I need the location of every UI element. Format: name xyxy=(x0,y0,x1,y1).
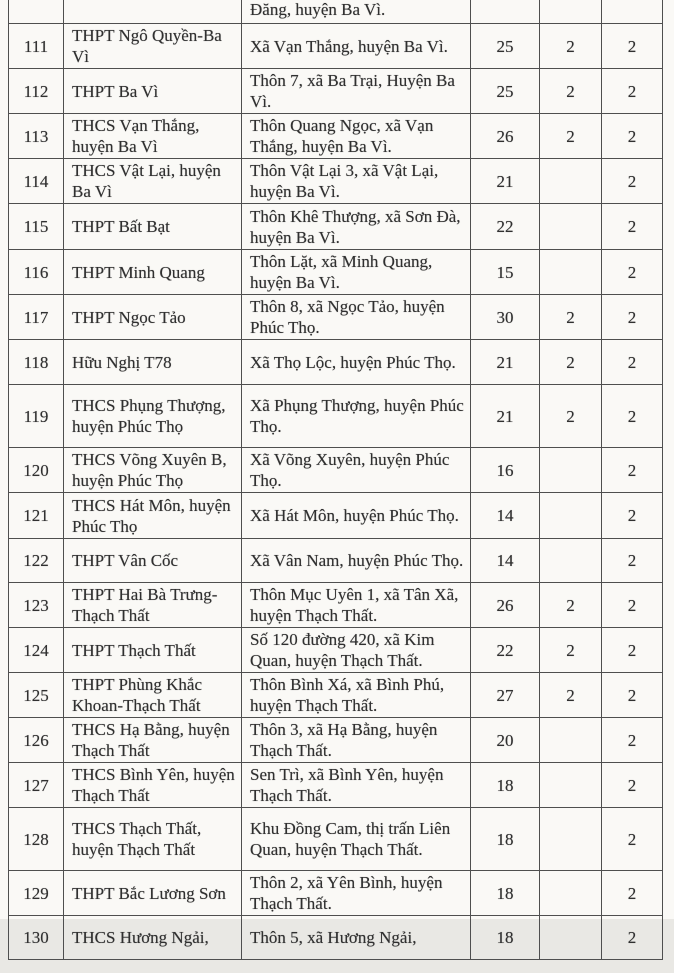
row-number-cell: 123 xyxy=(9,583,64,628)
count-cell-1: 27 xyxy=(471,673,540,718)
row-number-cell: 111 xyxy=(9,24,64,69)
row-number-cell: 113 xyxy=(9,114,64,159)
count-cell-2 xyxy=(540,808,602,871)
row-number-cell: 120 xyxy=(9,448,64,493)
school-address-cell: Xã Võng Xuyên, huyện Phúc Thọ. xyxy=(242,448,471,493)
row-number-cell: 112 xyxy=(9,69,64,114)
count-cell-3: 2 xyxy=(602,539,663,583)
count-cell-2 xyxy=(540,539,602,583)
school-name-cell: THPT Bắc Lương Sơn xyxy=(64,871,242,916)
count-cell-2: 2 xyxy=(540,114,602,159)
school-address-cell: Xã Vạn Thắng, huyện Ba Vì. xyxy=(242,24,471,69)
count-cell-1: 21 xyxy=(471,159,540,204)
table-row xyxy=(9,718,663,763)
count-cell-2 xyxy=(540,204,602,250)
school-address-cell: Thôn 8, xã Ngọc Tảo, huyện Phúc Thọ. xyxy=(242,295,471,340)
row-number-cell xyxy=(9,0,64,24)
count-cell-2 xyxy=(540,871,602,916)
count-cell-3: 2 xyxy=(602,916,663,960)
school-address-cell: Đăng, huyện Ba Vì. xyxy=(242,0,471,24)
school-address-cell: Khu Đồng Cam, thị trấn Liên Quan, huyện Thạch Thất. xyxy=(242,808,471,871)
school-name-cell: THCS Phụng Thượng, huyện Phúc Thọ xyxy=(64,385,242,448)
school-name-cell: THPT Phùng Khắc Khoan-Thạch Thất xyxy=(64,673,242,718)
count-cell-3: 2 xyxy=(602,250,663,295)
row-number-cell: 124 xyxy=(9,628,64,673)
count-cell-2 xyxy=(540,916,602,960)
school-name-cell: Hữu Nghị T78 xyxy=(64,340,242,385)
school-address-cell: Sen Trì, xã Bình Yên, huyện Thạch Thất. xyxy=(242,763,471,808)
count-cell-1: 18 xyxy=(471,808,540,871)
school-name-cell: THCS Hát Môn, huyện Phúc Thọ xyxy=(64,493,242,539)
row-number-cell: 121 xyxy=(9,493,64,539)
school-address-cell: Thôn 5, xã Hương Ngải, xyxy=(242,916,471,960)
row-number-cell: 119 xyxy=(9,385,64,448)
row-number-cell: 129 xyxy=(9,871,64,916)
table-row xyxy=(9,763,663,808)
count-cell-1: 18 xyxy=(471,763,540,808)
count-cell-2: 2 xyxy=(540,628,602,673)
school-name-cell: THPT Hai Bà Trưng-Thạch Thất xyxy=(64,583,242,628)
table-row xyxy=(9,385,663,448)
school-address-cell: Thôn 7, xã Ba Trại, Huyện Ba Vì. xyxy=(242,69,471,114)
count-cell-1: 26 xyxy=(471,583,540,628)
count-cell-1: 21 xyxy=(471,385,540,448)
count-cell-3: 2 xyxy=(602,718,663,763)
table-row xyxy=(9,295,663,340)
row-number-cell: 115 xyxy=(9,204,64,250)
table-row xyxy=(9,448,663,493)
school-address-cell: Số 120 đường 420, xã Kim Quan, huyện Thạch Thất. xyxy=(242,628,471,673)
table-row xyxy=(9,916,663,960)
table-row xyxy=(9,0,663,24)
count-cell-1: 15 xyxy=(471,250,540,295)
school-address-cell: Thôn Mục Uyên 1, xã Tân Xã, huyện Thạch Thất. xyxy=(242,583,471,628)
school-name-cell: THPT Bất Bạt xyxy=(64,204,242,250)
row-number-cell: 125 xyxy=(9,673,64,718)
count-cell-3: 2 xyxy=(602,385,663,448)
count-cell-2 xyxy=(540,0,602,24)
count-cell-1: 22 xyxy=(471,628,540,673)
school-address-cell: Xã Vân Nam, huyện Phúc Thọ. xyxy=(242,539,471,583)
table-row xyxy=(9,539,663,583)
count-cell-1: 16 xyxy=(471,448,540,493)
table-row xyxy=(9,159,663,204)
count-cell-2: 2 xyxy=(540,673,602,718)
row-number-cell: 126 xyxy=(9,718,64,763)
count-cell-1: 20 xyxy=(471,718,540,763)
table-row xyxy=(9,583,663,628)
school-name-cell: THCS Vạn Thắng, huyện Ba Vì xyxy=(64,114,242,159)
count-cell-3: 2 xyxy=(602,493,663,539)
school-name-cell: THPT Ngọc Tảo xyxy=(64,295,242,340)
table-row xyxy=(9,808,663,871)
school-name-cell: THCS Vật Lại, huyện Ba Vì xyxy=(64,159,242,204)
row-number-cell: 127 xyxy=(9,763,64,808)
school-table-body xyxy=(9,0,663,960)
school-name-cell: THCS Hương Ngải, xyxy=(64,916,242,960)
table-row xyxy=(9,114,663,159)
count-cell-3: 2 xyxy=(602,871,663,916)
school-name-cell: THPT Ba Vì xyxy=(64,69,242,114)
count-cell-2: 2 xyxy=(540,340,602,385)
school-address-cell: Thôn Bình Xá, xã Bình Phú, huyện Thạch Thất. xyxy=(242,673,471,718)
school-address-cell: Xã Thọ Lộc, huyện Phúc Thọ. xyxy=(242,340,471,385)
count-cell-3 xyxy=(602,0,663,24)
school-name-cell: THPT Vân Cốc xyxy=(64,539,242,583)
count-cell-2 xyxy=(540,763,602,808)
school-address-cell: Thôn 3, xã Hạ Bằng, huyện Thạch Thất. xyxy=(242,718,471,763)
school-address-cell: Thôn Khê Thượng, xã Sơn Đà, huyện Ba Vì. xyxy=(242,204,471,250)
count-cell-3: 2 xyxy=(602,340,663,385)
table-row xyxy=(9,250,663,295)
count-cell-2 xyxy=(540,250,602,295)
school-name-cell: THCS Bình Yên, huyện Thạch Thất xyxy=(64,763,242,808)
count-cell-2 xyxy=(540,448,602,493)
count-cell-3: 2 xyxy=(602,159,663,204)
count-cell-3: 2 xyxy=(602,24,663,69)
count-cell-1: 18 xyxy=(471,916,540,960)
count-cell-2: 2 xyxy=(540,24,602,69)
count-cell-2: 2 xyxy=(540,583,602,628)
count-cell-1: 30 xyxy=(471,295,540,340)
table-row xyxy=(9,673,663,718)
table-row xyxy=(9,204,663,250)
school-name-cell: THPT Ngô Quyền-Ba Vì xyxy=(64,24,242,69)
count-cell-1: 14 xyxy=(471,493,540,539)
school-address-cell: Thôn Lặt, xã Minh Quang, huyện Ba Vì. xyxy=(242,250,471,295)
school-name-cell xyxy=(64,0,242,24)
table-row xyxy=(9,69,663,114)
count-cell-1 xyxy=(471,0,540,24)
school-address-cell: Xã Hát Môn, huyện Phúc Thọ. xyxy=(242,493,471,539)
count-cell-3: 2 xyxy=(602,295,663,340)
row-number-cell: 130 xyxy=(9,916,64,960)
table-row xyxy=(9,871,663,916)
row-number-cell: 116 xyxy=(9,250,64,295)
row-number-cell: 128 xyxy=(9,808,64,871)
school-name-cell: THCS Thạch Thất, huyện Thạch Thất xyxy=(64,808,242,871)
count-cell-3: 2 xyxy=(602,114,663,159)
row-number-cell: 118 xyxy=(9,340,64,385)
count-cell-3: 2 xyxy=(602,673,663,718)
school-name-cell: THCS Hạ Bằng, huyện Thạch Thất xyxy=(64,718,242,763)
row-number-cell: 117 xyxy=(9,295,64,340)
count-cell-3: 2 xyxy=(602,628,663,673)
count-cell-1: 14 xyxy=(471,539,540,583)
count-cell-3: 2 xyxy=(602,204,663,250)
table-row xyxy=(9,493,663,539)
school-name-cell: THPT Minh Quang xyxy=(64,250,242,295)
count-cell-1: 25 xyxy=(471,69,540,114)
school-name-cell: THPT Thạch Thất xyxy=(64,628,242,673)
table-row xyxy=(9,340,663,385)
table-row xyxy=(9,24,663,69)
school-address-cell: Xã Phụng Thượng, huyện Phúc Thọ. xyxy=(242,385,471,448)
count-cell-2 xyxy=(540,718,602,763)
school-address-cell: Thôn Vật Lại 3, xã Vật Lại, huyện Ba Vì. xyxy=(242,159,471,204)
school-list-table xyxy=(8,0,663,960)
count-cell-1: 26 xyxy=(471,114,540,159)
count-cell-2 xyxy=(540,159,602,204)
count-cell-2: 2 xyxy=(540,295,602,340)
count-cell-2: 2 xyxy=(540,385,602,448)
school-address-cell: Thôn Quang Ngọc, xã Vạn Thắng, huyện Ba Vì. xyxy=(242,114,471,159)
count-cell-2 xyxy=(540,493,602,539)
school-address-cell: Thôn 2, xã Yên Bình, huyện Thạch Thất. xyxy=(242,871,471,916)
count-cell-3: 2 xyxy=(602,583,663,628)
count-cell-3: 2 xyxy=(602,69,663,114)
school-name-cell: THCS Võng Xuyên B, huyện Phúc Thọ xyxy=(64,448,242,493)
count-cell-3: 2 xyxy=(602,448,663,493)
count-cell-3: 2 xyxy=(602,808,663,871)
count-cell-2: 2 xyxy=(540,69,602,114)
count-cell-1: 21 xyxy=(471,340,540,385)
count-cell-1: 25 xyxy=(471,24,540,69)
row-number-cell: 122 xyxy=(9,539,64,583)
table-row xyxy=(9,628,663,673)
row-number-cell: 114 xyxy=(9,159,64,204)
count-cell-3: 2 xyxy=(602,763,663,808)
count-cell-1: 18 xyxy=(471,871,540,916)
count-cell-1: 22 xyxy=(471,204,540,250)
